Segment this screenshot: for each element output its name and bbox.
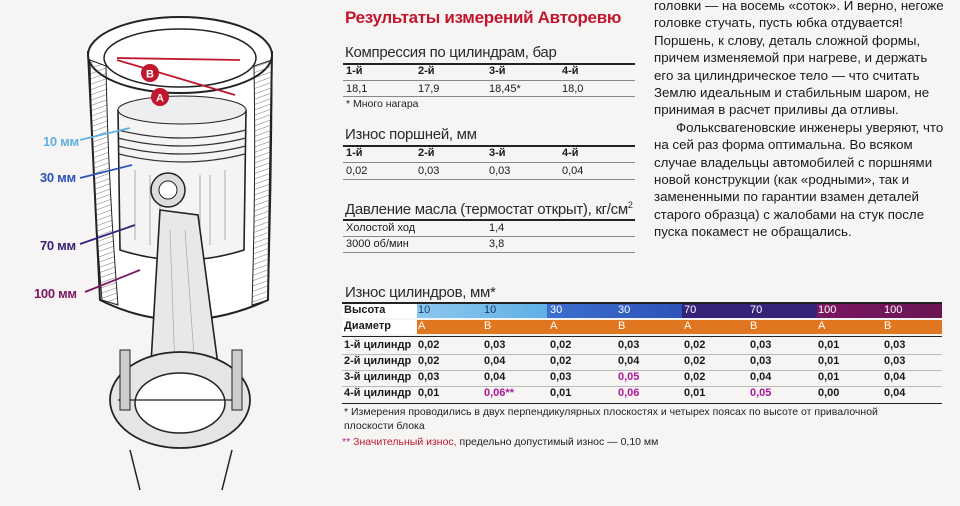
compression-title: Компрессия по цилиндрам, бар xyxy=(345,44,557,61)
diameter-value: B xyxy=(618,320,626,332)
cylinder-wear-title: Износ цилиндров, мм* xyxy=(345,284,496,301)
height-band xyxy=(342,304,942,318)
compression-header: 4-й xyxy=(562,65,579,77)
height-label: Высота xyxy=(344,304,386,316)
cylinder-wear-value: 0,04 xyxy=(884,371,906,383)
piston-value: 0,03 xyxy=(489,165,511,177)
marker-b: B xyxy=(146,68,154,81)
cylinder-row-label: 3-й цилиндр xyxy=(344,371,412,383)
cylinder-wear-value: 0,04 xyxy=(884,387,906,399)
diameter-value: A xyxy=(684,320,692,332)
cylinder-wear-value: 0,04 xyxy=(618,355,640,367)
cylinder-wear-value: 0,06 xyxy=(618,387,640,399)
cylinder-wear-value: 0,03 xyxy=(884,355,906,367)
divider xyxy=(342,336,942,337)
height-value: 30 xyxy=(618,304,631,316)
diameter-value: A xyxy=(818,320,826,332)
cylinder-wear-value: 0,05 xyxy=(750,387,772,399)
cylinder-wear-value: 0,04 xyxy=(750,371,772,383)
diameter-value: A xyxy=(550,320,558,332)
cylinder-wear-value: 0,01 xyxy=(818,371,840,383)
cylinder-wear-value: 0,03 xyxy=(618,339,640,351)
compression-header: 3-й xyxy=(489,65,506,77)
cylinder-wear-value: 0,02 xyxy=(684,355,706,367)
cylinder-row-label: 1-й цилиндр xyxy=(344,339,412,351)
cylinder-wear-value: 0,02 xyxy=(684,371,706,383)
oil-row-value: 1,4 xyxy=(489,222,505,234)
piston-value: 0,02 xyxy=(346,165,368,177)
cylinder-wear-value: 0,01 xyxy=(818,339,840,351)
oil-row-label: 3000 об/мин xyxy=(346,238,409,250)
divider xyxy=(343,80,635,81)
compression-header: 2-й xyxy=(418,65,435,77)
cylinder-footnote-2 xyxy=(342,436,658,448)
height-value: 30 xyxy=(550,304,563,316)
cylinder-wear-value: 0,02 xyxy=(550,339,572,351)
piston-wear-title: Износ поршней, мм xyxy=(345,126,477,143)
divider xyxy=(343,252,635,253)
cylinder-wear-value: 0,03 xyxy=(418,371,440,383)
diameter-value: A xyxy=(418,320,426,332)
height-label-30: 30 мм xyxy=(40,170,76,185)
compression-header: 1-й xyxy=(346,65,363,77)
cylinder-wear-value: 0,03 xyxy=(484,339,506,351)
divider xyxy=(343,236,635,237)
height-label-70: 70 мм xyxy=(40,238,76,253)
cylinder-wear-value: 0,01 xyxy=(684,387,706,399)
height-label-10: 10 мм xyxy=(43,134,79,149)
cylinder-wear-value: 0,01 xyxy=(418,387,440,399)
height-value: 100 xyxy=(818,304,837,316)
divider xyxy=(343,162,635,163)
footnote-red: Значительный износ, xyxy=(353,436,457,448)
cylinder-wear-value: 0,01 xyxy=(818,355,840,367)
cylinder-footnote-1: * Измерения проводились в двух перпендикулярных плоскостях и четырех поясах по высоте от привалочной xyxy=(344,406,878,418)
compression-footnote: * Много нагара xyxy=(346,98,419,110)
footnote-marker: ** xyxy=(342,436,351,448)
cylinder-wear-value: 0,03 xyxy=(884,339,906,351)
cylinder-wear-value: 0,02 xyxy=(418,339,440,351)
cylinder-wear-value: 0,00 xyxy=(818,387,840,399)
page-title: Результаты измерений Авторевю xyxy=(345,8,622,27)
cylinder-footnote-1b: плоскости блока xyxy=(344,420,425,432)
cylinder-wear-value: 0,03 xyxy=(750,339,772,351)
marker-a: A xyxy=(156,92,164,105)
piston-cylinder-illustration xyxy=(0,0,340,506)
oil-pressure-title xyxy=(345,200,633,218)
article-paragraph: Фольксвагеновские инженеры уверяют, что на сей раз форма оптимальна. Во всяком случае владельцы автомобилей с поршнями новой конструкции (как «родными», так и замененными по гарантии взамен деталей старого образца) с жалобами на стук после пуска покамест не обращались. xyxy=(654,119,944,240)
cylinder-row-label: 2-й цилиндр xyxy=(344,355,412,367)
cylinder-wear-value: 0,05 xyxy=(618,371,640,383)
cylinder-wear-value: 0,02 xyxy=(684,339,706,351)
cylinder-wear-value: 0,03 xyxy=(550,371,572,383)
cylinder-wear-value: 0,06** xyxy=(484,387,514,399)
footnote-rest: предельно допустимый износ — 0,10 мм xyxy=(456,436,659,448)
divider xyxy=(343,179,635,180)
diameter-value: B xyxy=(884,320,892,332)
divider xyxy=(343,219,635,221)
article-text xyxy=(654,0,944,241)
oil-pressure-title-sup: 2 xyxy=(627,200,633,210)
compression-value: 18,1 xyxy=(346,83,368,95)
cylinder-row-label: 4-й цилиндр xyxy=(344,387,412,399)
diameter-band xyxy=(342,320,942,334)
piston-header: 3-й xyxy=(489,147,506,159)
divider xyxy=(343,96,635,97)
height-value: 100 xyxy=(884,304,903,316)
cylinder-wear-value: 0,04 xyxy=(484,371,506,383)
height-value: 70 xyxy=(750,304,763,316)
diameter-value: B xyxy=(750,320,758,332)
height-value: 10 xyxy=(484,304,497,316)
compression-value: 17,9 xyxy=(418,83,440,95)
piston-header: 1-й xyxy=(346,147,363,159)
oil-row-label: Холостой ход xyxy=(346,222,416,234)
compression-value: 18,45* xyxy=(489,83,521,95)
cylinder-wear-value: 0,02 xyxy=(418,355,440,367)
height-label-100: 100 мм xyxy=(34,286,77,301)
compression-value: 18,0 xyxy=(562,83,584,95)
cylinder-wear-value: 0,04 xyxy=(484,355,506,367)
cylinder-wear-value: 0,01 xyxy=(550,387,572,399)
piston-value: 0,04 xyxy=(562,165,584,177)
piston-header: 4-й xyxy=(562,147,579,159)
diameter-label: Диаметр xyxy=(344,320,391,332)
article-paragraph: головки — на восемь «соток». И верно, негоже головке стучать, пусть юбка отдувается! Поршень, к слову, деталь сложной формы, причем изменяемой при нагреве, и держать его за цилиндрическое тело — что считать Землю идеальным и стабильным шаром, не принимая в расчет приливы да отливы. xyxy=(654,0,944,118)
oil-pressure-title-text: Давление масла (термостат открыт), кг/см xyxy=(345,201,628,218)
diameter-value: B xyxy=(484,320,492,332)
oil-row-value: 3,8 xyxy=(489,238,505,250)
height-value: 10 xyxy=(418,304,431,316)
piston-header: 2-й xyxy=(418,147,435,159)
divider xyxy=(342,403,942,404)
cylinder-wear-value: 0,03 xyxy=(750,355,772,367)
piston-value: 0,03 xyxy=(418,165,440,177)
cylinder-wear-value: 0,02 xyxy=(550,355,572,367)
height-value: 70 xyxy=(684,304,697,316)
